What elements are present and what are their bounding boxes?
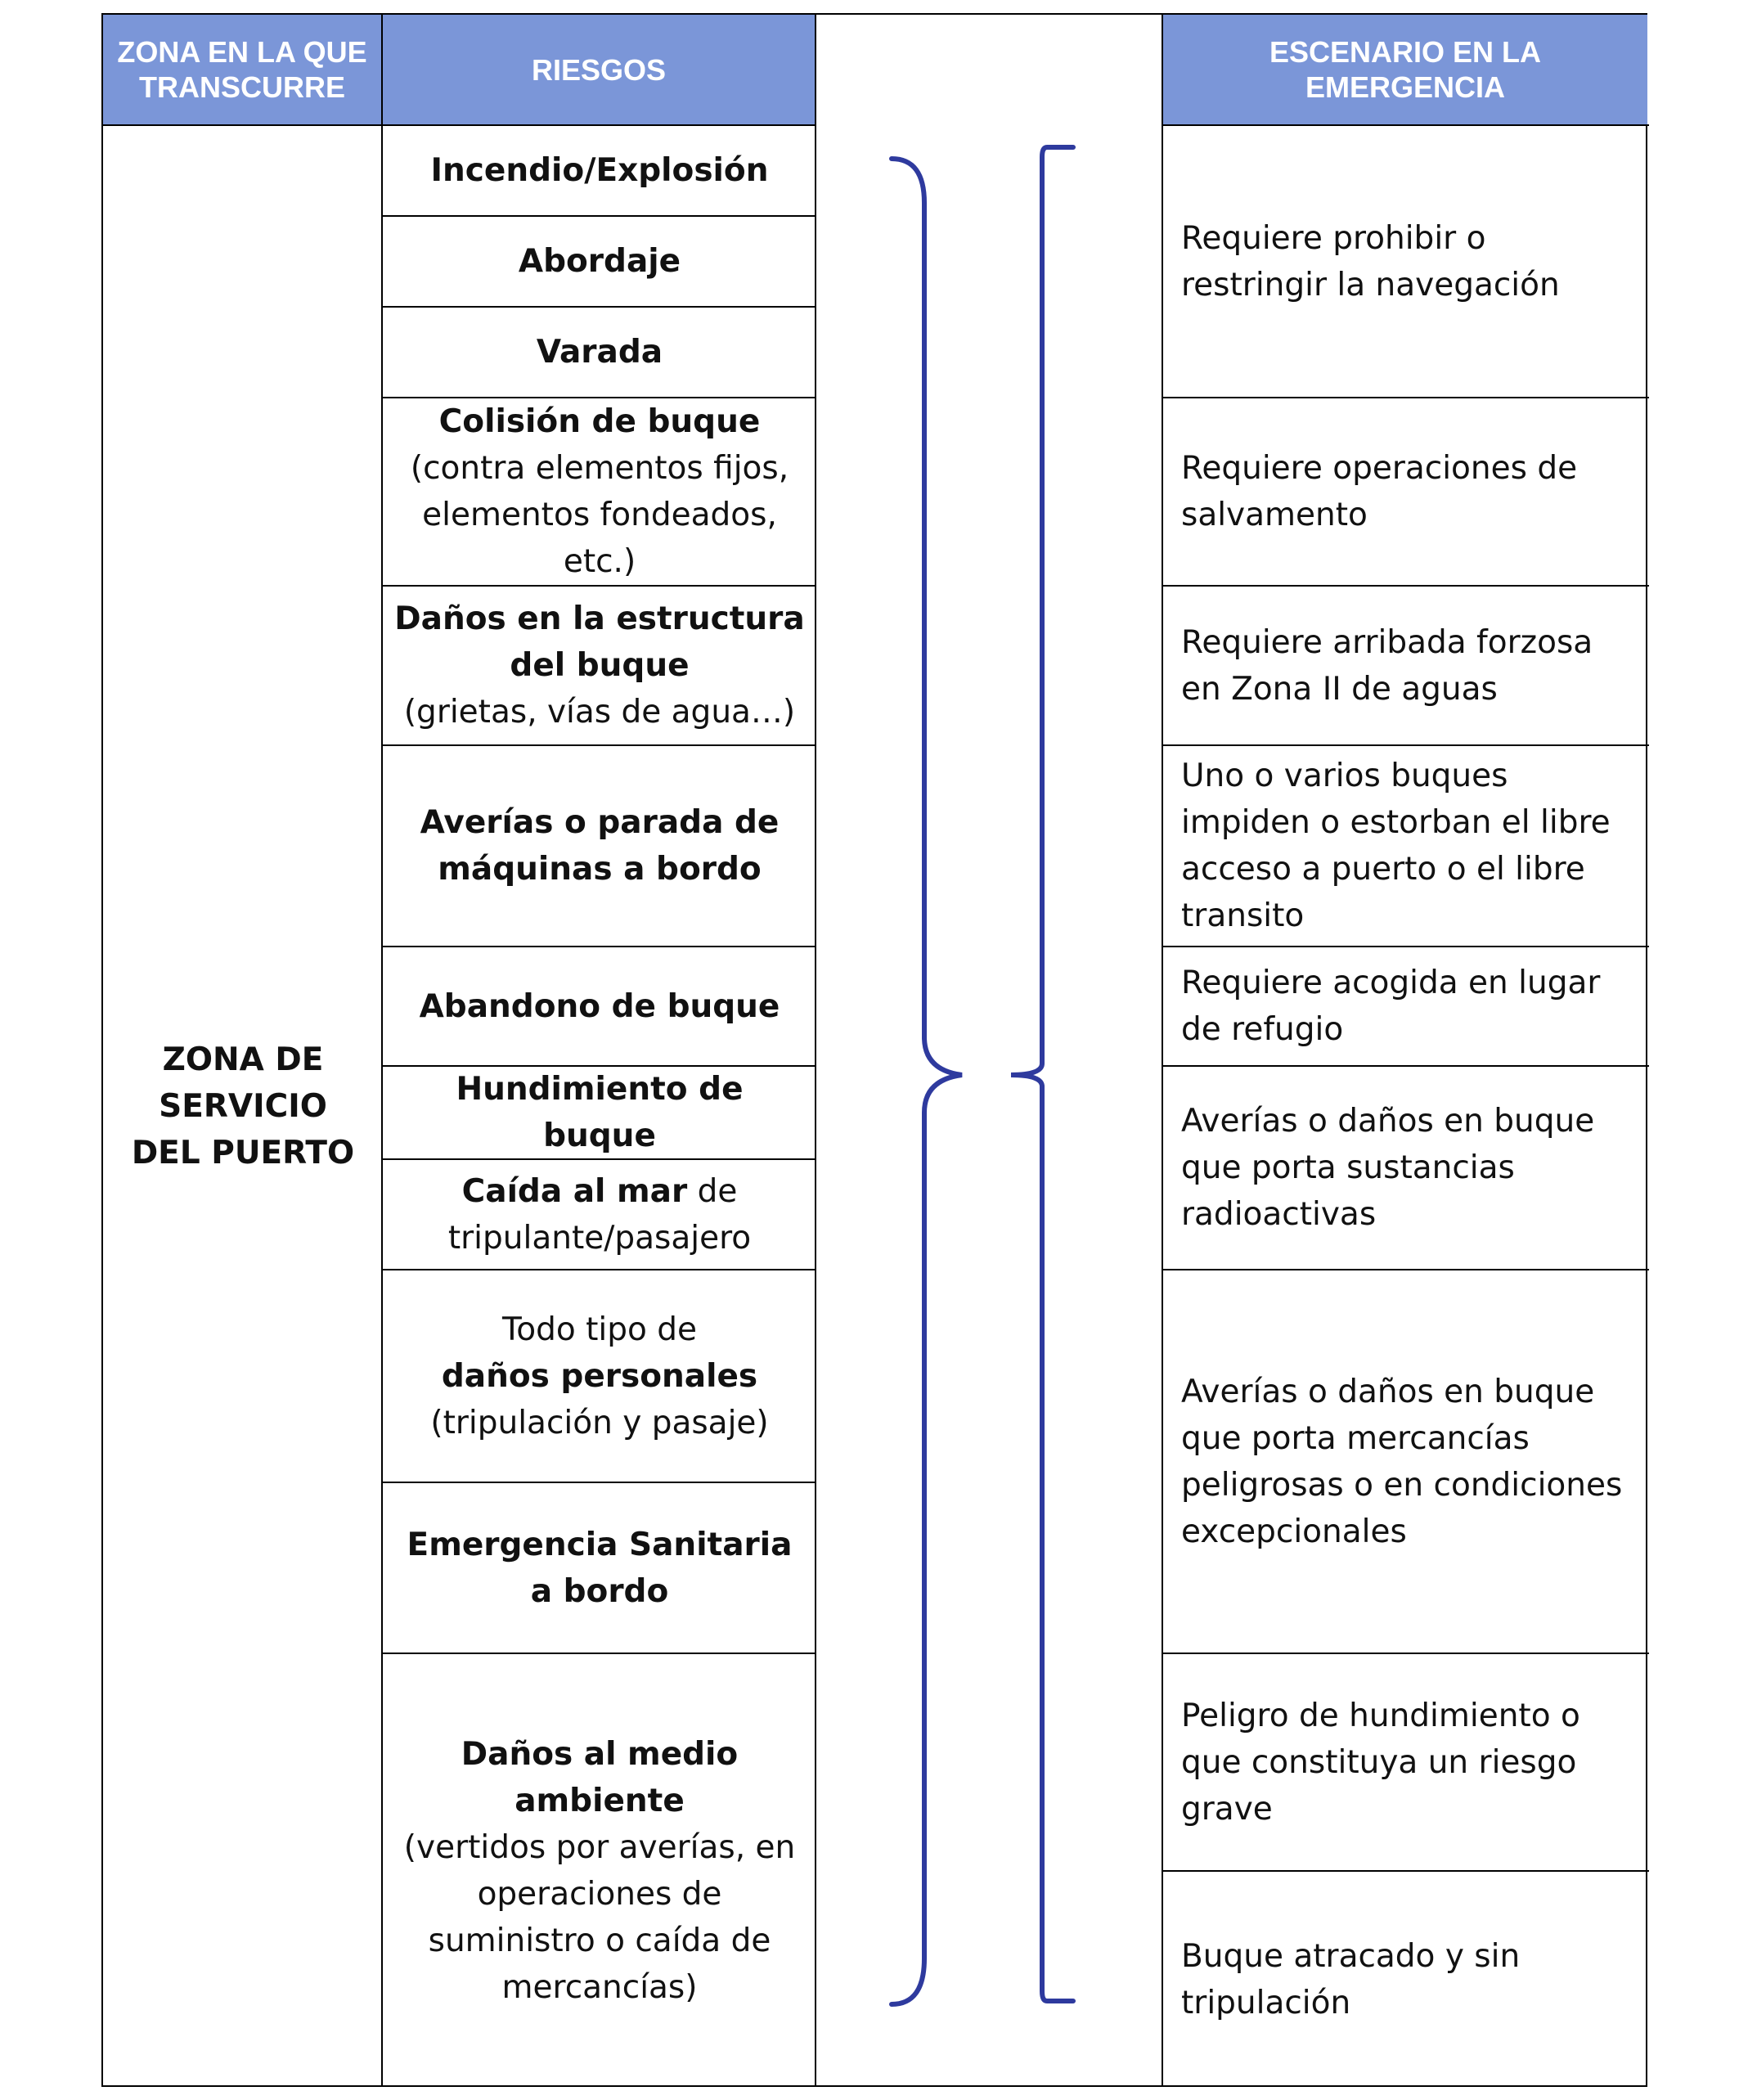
scenario-text: Averías o daños en buque que porta sustancias radioactivas xyxy=(1181,1103,1595,1233)
braces-graphic xyxy=(103,15,1649,2089)
risk-title: Incendio/Explosión xyxy=(430,152,769,189)
scenario-text: Requiere arribada forzosa en Zona II de aguas xyxy=(1181,623,1593,708)
risk-title: Hundimiento de buque xyxy=(456,1071,744,1154)
left-square-brace-icon xyxy=(1011,147,1073,2001)
risk-intro: Todo tipo de xyxy=(502,1311,697,1348)
risk-title: Caída al mar xyxy=(461,1172,688,1210)
risk-title: Daños en la estructura del buque xyxy=(394,600,805,684)
risk-title: Abordaje xyxy=(518,243,681,280)
emergency-table xyxy=(101,13,1647,2087)
scenario-text: Requiere operaciones de salvamento xyxy=(1181,450,1578,533)
risk-title: Abandono de buque xyxy=(419,987,780,1025)
risk-title: Colisión de buque xyxy=(438,403,761,440)
scenario-text: Averías o daños en buque que porta mercancías peligrosas o en condiciones excepcionales xyxy=(1181,1373,1623,1550)
scenario-text: Requiere acogida en lugar de refugio xyxy=(1181,965,1601,1048)
risk-detail: de tripulante/pasajero xyxy=(447,1172,752,1257)
header-escenario: ESCENARIO EN LA EMERGENCIA xyxy=(1163,15,1647,124)
right-curly-brace-icon xyxy=(892,159,962,2004)
zone-label: ZONA DE SERVICIO DEL PUERTO xyxy=(131,1041,355,1171)
risk-detail: (vertidos por averías, en operaciones de suministro o caída de mercancías) xyxy=(403,1828,796,2006)
risk-title: Emergencia Sanitaria a bordo xyxy=(407,1526,793,1610)
scenario-text: Requiere prohibir o restringir la navegación xyxy=(1181,219,1560,304)
risk-detail: (tripulación y pasaje) xyxy=(430,1404,769,1441)
header-riesgos: RIESGOS xyxy=(383,15,815,124)
risk-detail: (contra elementos fijos, elementos fondeados, etc.) xyxy=(410,450,789,580)
scenario-text: Uno o varios buques impiden o estorban el libre acceso a puerto o el libre transito xyxy=(1181,758,1611,934)
risk-detail: (grietas, vías de agua…) xyxy=(403,694,796,731)
risk-title: Averías o parada de máquinas a bordo xyxy=(420,804,780,888)
risk-title: daños personales xyxy=(441,1357,758,1395)
risk-title: Daños al medio ambiente xyxy=(461,1735,739,1819)
scenario-text: Peligro de hundimiento o que constituya un riesgo grave xyxy=(1181,1697,1580,1828)
risk-title: Varada xyxy=(536,334,663,371)
scenario-text: Buque atracado y sin tripulación xyxy=(1181,1937,1521,2021)
header-zona: ZONA EN LA QUE TRANSCURRE xyxy=(103,15,381,124)
